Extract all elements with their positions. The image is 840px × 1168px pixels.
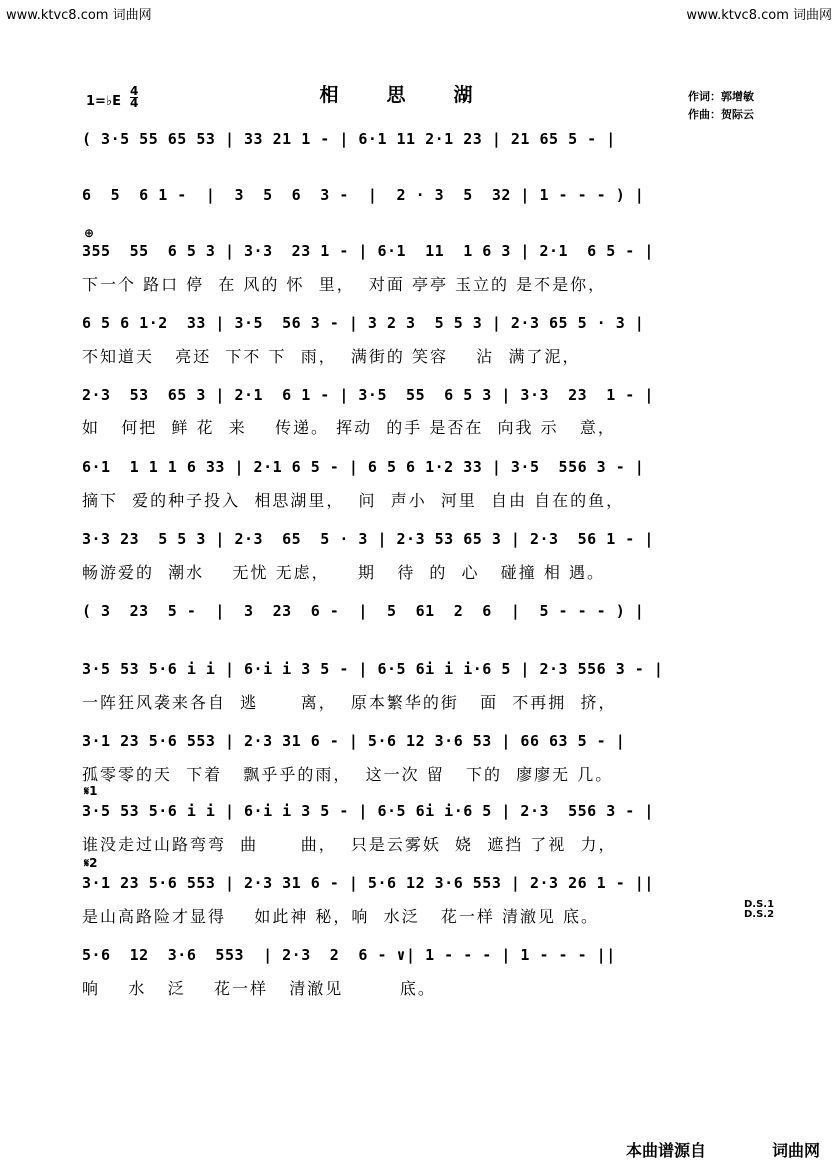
lyricist-credit: 作词：郭增敏 xyxy=(688,90,754,103)
notation-line-2: 6 5 6 1 - | 3 5 6 3 - | 2 · 3 5 32 | 1 - - - ) | xyxy=(82,186,645,204)
lyric-line-7: 畅游爱的 潮水 无忧 无虑， 期 待 的 心 碰撞 相 遇。 xyxy=(82,563,605,582)
lyric-line-5: 如 何把 鲜 花 来 传递。 挥动 的手 是否在 向我 示 意， xyxy=(82,418,616,437)
lyric-line-6: 摘下 爱的种子投入 相思湖里， 问 声小 河里 自由 自在的鱼， xyxy=(82,491,625,510)
header-site-left: www.ktvc8.com 词曲网 xyxy=(6,8,152,23)
lyric-line-9: 一阵狂风袭来各自 逃 离， 原本繁华的街 面 不再拥 挤， xyxy=(82,693,617,712)
notation-line-8: ( 3 23 5 - | 3 23 6 - | 5 61 2 6 | 5 - - - ) | xyxy=(82,602,645,620)
lyric-line-3: 下一个 路口 停 在 风的 怀 里， 对面 亭亭 玉立的 是不是你， xyxy=(82,275,607,294)
header-site-right: www.ktvc8.com 词曲网 xyxy=(686,8,832,23)
coda-mark: ⊕ xyxy=(84,226,95,240)
notation-line-12: 3·1 23 5·6 553 | 2·3 31 6 - | 5·6 12 3·6 553 | 2·3 26 1 - || xyxy=(82,874,654,892)
meter-bottom: 4 xyxy=(130,96,139,110)
notation-line-1: ( 3·5 55 65 53 | 33 21 1 - | 6·1 11 2·1 23 | 21 65 5 - | xyxy=(82,130,616,148)
notation-line-13: 5·6 12 3·6 553 | 2·3 2 6 - ∨| 1 - - - | 1 - - - || xyxy=(82,946,616,964)
ds-markings xyxy=(744,900,774,920)
song-title: 相思湖 xyxy=(319,84,521,106)
lyric-line-4: 不知道天 亮还 下不 下 雨， 满街的 笑容 沾 满了泥， xyxy=(82,347,581,366)
notation-line-4: 6 5 6 1·2 33 | 3·5 56 3 - | 3 2 3 5 5 3 | 2·3 65 5 · 3 | xyxy=(82,314,645,332)
ds-1: D.S.1 xyxy=(744,899,775,910)
notation-line-7: 3·3 23 5 5 3 | 2·3 65 5 · 3 | 2·3 53 65 3 | 2·3 56 1 - | xyxy=(82,530,654,548)
notation-line-10: 3·1 23 5·6 553 | 2·3 31 6 - | 5·6 12 3·6 53 | 66 63 5 - | xyxy=(82,732,626,750)
notation-line-3: 355 55 6 5 3 | 3·3 23 1 - | 6·1 11 1 6 3 | 2·1 6 5 - | xyxy=(82,242,654,260)
notation-line-6: 6·1 1 1 1 6 33 | 2·1 6 5 - | 6 5 6 1·2 33 | 3·5 556 3 - | xyxy=(82,458,645,476)
footer-source: 本曲谱源自 xyxy=(626,1141,707,1160)
composer-credit: 作曲：贺际云 xyxy=(688,108,754,121)
lyric-line-12: 是山高路险才显得 如此神 秘，响 水泛 花一样 清澈见 底。 xyxy=(82,907,600,926)
footer-site: 词曲网 xyxy=(772,1141,821,1160)
lyric-line-11: 谁没走过山路弯弯 曲 曲， 只是云雾妖 娆 遮挡 了视 力， xyxy=(82,835,617,854)
ds-2: D.S.2 xyxy=(744,909,775,920)
segno-1-mark: 𝄋1 xyxy=(84,784,98,798)
notation-line-5: 2·3 53 65 3 | 2·1 6 1 - | 3·5 55 6 5 3 | 3·3 23 1 - | xyxy=(82,386,654,404)
lyric-line-10: 孤零零的天 下着 飘乎乎的雨， 这一次 留 下的 廖廖无 几。 xyxy=(82,765,614,784)
key-signature: 1=♭E xyxy=(86,94,121,109)
notation-line-11: 3·5 53 5·6 i i | 6·i i 3 5 - | 6·5 6i i·6 5 | 2·3 556 3 - | xyxy=(82,802,654,820)
segno-2-mark: 𝄋2 xyxy=(84,856,98,870)
meter-top: 4 xyxy=(130,84,139,98)
time-signature xyxy=(130,86,138,109)
notation-line-9: 3·5 53 5·6 i i | 6·i i 3 5 - | 6·5 6i i i·6 5 | 2·3 556 3 - | xyxy=(82,660,664,678)
lyric-line-13: 响 水 泛 花一样 清澈见 底。 xyxy=(82,979,436,998)
